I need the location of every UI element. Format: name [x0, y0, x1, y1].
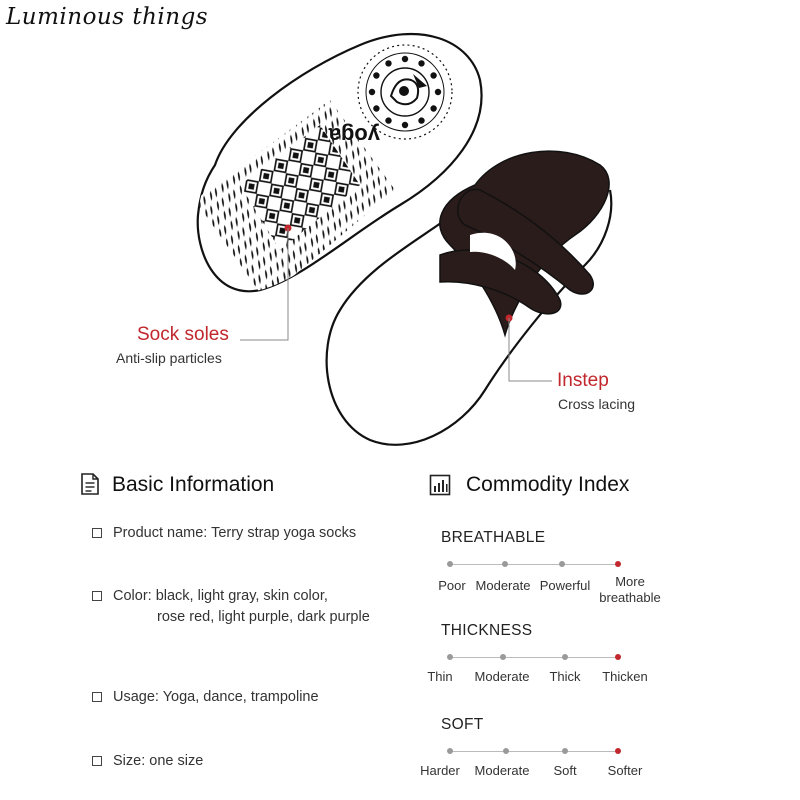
scale-dot-selected [615, 748, 621, 754]
scale-dot [447, 561, 453, 567]
scale-dot-selected [615, 654, 621, 660]
bar-chart-icon [429, 474, 451, 496]
scale-label: Thick [549, 669, 581, 684]
scale-label: Thicken [602, 669, 648, 684]
scale-label: Softer [607, 763, 643, 778]
callout-instep-title: Instep [557, 370, 609, 391]
scale-dot [447, 748, 453, 754]
checkbox-icon [92, 528, 102, 538]
scale-label: Moderate [474, 669, 530, 684]
scale-dot-selected [615, 561, 621, 567]
info-item-product-name: Product name: Terry strap yoga socks [92, 523, 356, 544]
scale-title-soft: SOFT [441, 716, 484, 733]
callout-instep-subtitle: Cross lacing [558, 396, 636, 412]
sole-yoga-text: yoga [328, 123, 380, 148]
scale-label: Harder [420, 763, 460, 778]
document-icon [79, 473, 101, 495]
scale-dot [562, 654, 568, 660]
scale-title-thickness: THICKNESS [441, 622, 533, 639]
brand-logo-text: Luminous things [6, 4, 209, 30]
info-item-color: Color: black, light gray, skin color, rose red, light purple, dark purple [92, 586, 370, 628]
basic-info-title: Basic Information [112, 473, 275, 496]
scale-label: Thin [427, 669, 453, 684]
info-item-size: Size: one size [92, 751, 203, 772]
checkbox-icon [92, 692, 102, 702]
scale-label: Soft [553, 763, 577, 778]
scale-track [448, 564, 620, 565]
scale-dot [447, 654, 453, 660]
commodity-index-title: Commodity Index [466, 473, 630, 496]
callout-soles-title: Sock soles [137, 324, 229, 345]
scale-label: Powerful [539, 578, 591, 593]
scale-dot [562, 748, 568, 754]
scale-title-breathable: BREATHABLE [441, 529, 546, 546]
scale-dot [500, 654, 506, 660]
scale-label: Poor [438, 578, 466, 593]
scale-label: Moderate [475, 578, 531, 593]
scale-track [450, 657, 620, 658]
scale-dot [503, 748, 509, 754]
callout-soles-subtitle: Anti-slip particles [116, 350, 222, 366]
checkbox-icon [92, 756, 102, 766]
scale-dot [559, 561, 565, 567]
scale-label: Moderate [474, 763, 530, 778]
scale-dot [502, 561, 508, 567]
scale-track [450, 751, 620, 752]
info-item-usage: Usage: Yoga, dance, trampoline [92, 687, 319, 708]
scale-label: More breathable [599, 574, 661, 605]
checkbox-icon [92, 591, 102, 601]
